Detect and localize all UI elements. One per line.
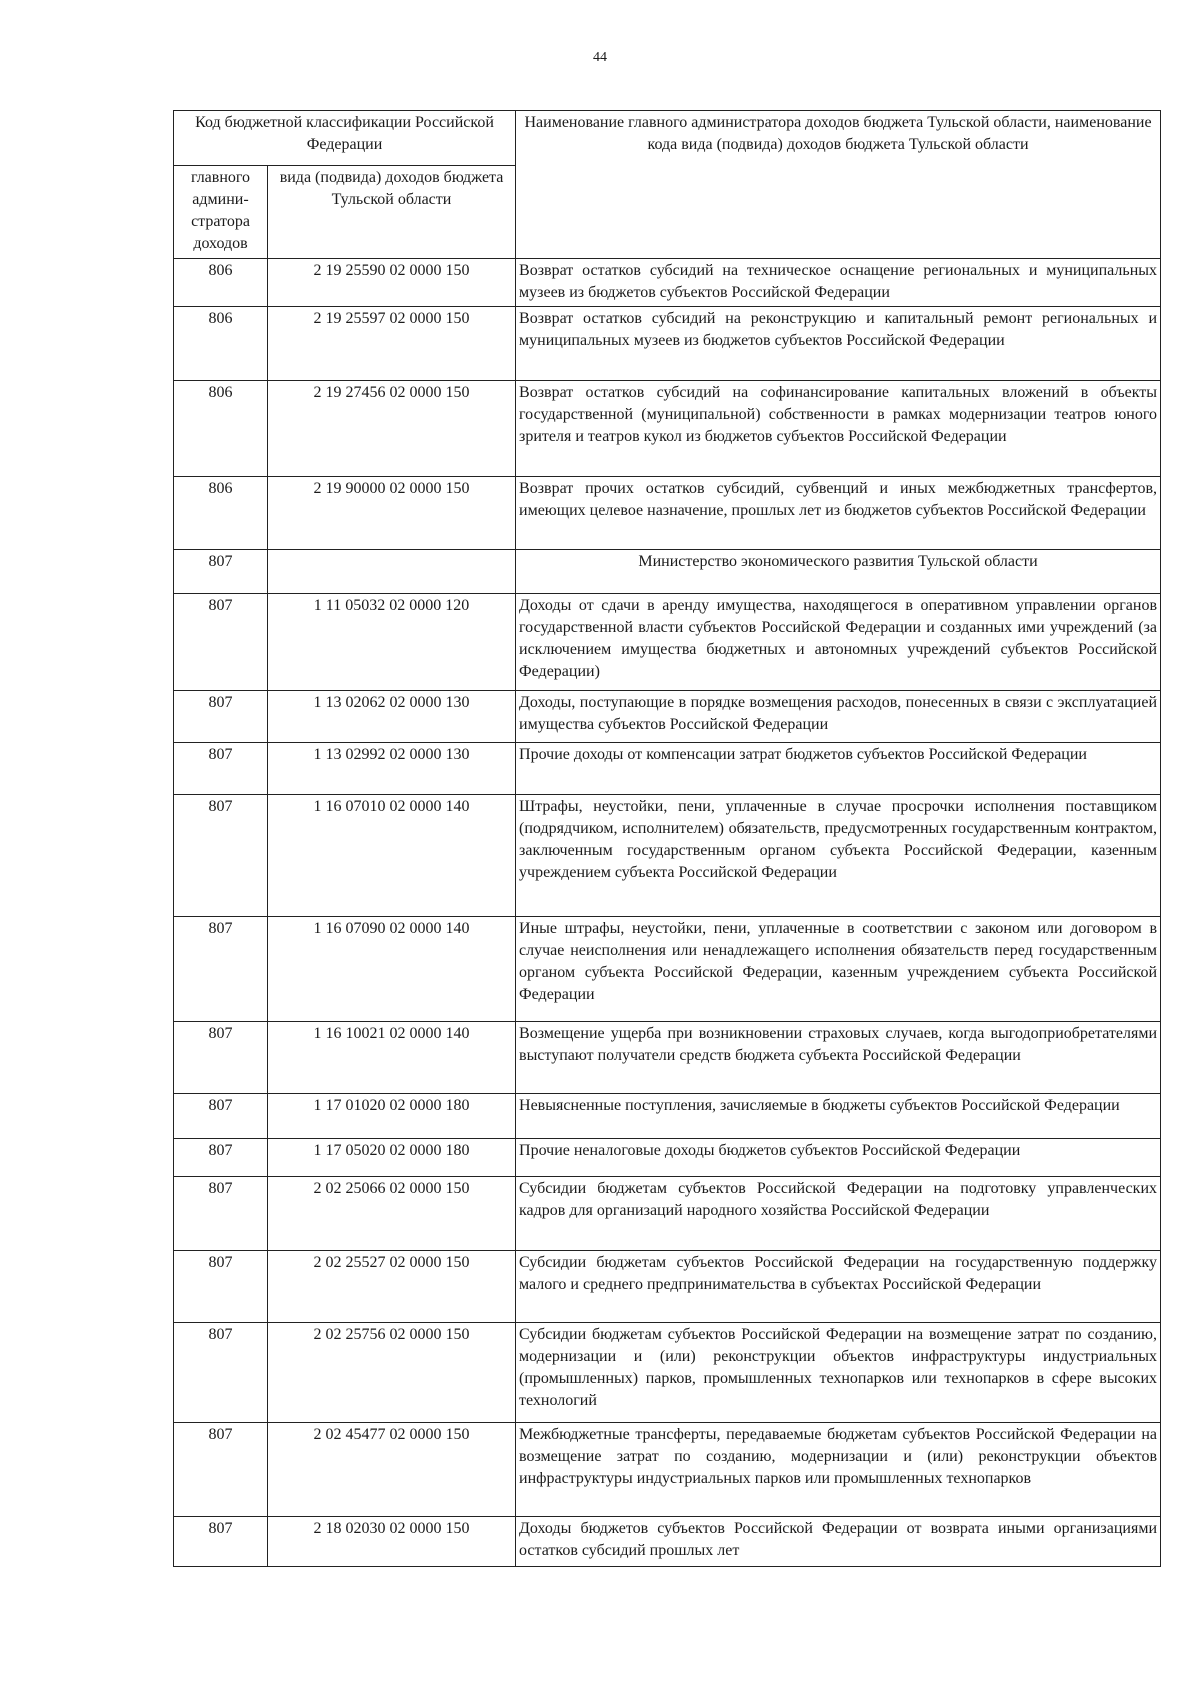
table-row [174,917,1161,1022]
admin-code-cell: 807 [174,795,268,917]
admin-code-cell: 807 [174,594,268,691]
table-row [174,691,1161,743]
table-row [174,1423,1161,1517]
income-name-cell: Возврат прочих остатков субсидий, субвенций и иных межбюджетных трансфертов, имеющих целевое назначение, прошлых лет из бюджетов субъектов Российской Федерации [516,477,1161,550]
table-row [174,1177,1161,1251]
income-name-cell: Субсидии бюджетам субъектов Российской Федерации на возмещение затрат по созданию, модернизации и (или) реконструкции объектов инфраструктуры индустриальных (промышленных) парков, промышленных технопарков или технопарков в сфере высоких технологий [516,1323,1161,1423]
income-code-cell: 1 13 02992 02 0000 130 [268,743,516,795]
table-row [174,477,1161,550]
header-admin-col: главного админи-стратора доходов [174,166,268,259]
table-row [174,381,1161,477]
table-body [174,259,1161,1567]
page-number: 44 [593,50,607,65]
income-code-cell: 2 02 25756 02 0000 150 [268,1323,516,1423]
header-name-group: Наименование главного администратора доходов бюджета Тульской области, наименование кода вида (подвида) доходов бюджета Тульской области [516,111,1161,259]
budget-classification-table [173,110,1161,1567]
admin-code-cell: 807 [174,1517,268,1567]
admin-code-cell: 807 [174,1323,268,1423]
admin-code-cell: 806 [174,477,268,550]
header-code-group: Код бюджетной классификации Российской Федерации [174,111,516,166]
admin-code-cell: 806 [174,259,268,307]
income-name-cell: Невыясненные поступления, зачисляемые в бюджеты субъектов Российской Федерации [516,1094,1161,1139]
income-name-cell: Штрафы, неустойки, пени, уплаченные в случае просрочки исполнения поставщиком (подрядчиком, исполнителем) обязательств, предусмотренных государственным контрактом, заключенным государственным органом субъекта Российской Федерации, казенным учреждением субъекта Российской Федерации [516,795,1161,917]
admin-code-cell: 806 [174,381,268,477]
income-code-cell: 1 17 01020 02 0000 180 [268,1094,516,1139]
income-code-cell: 1 16 10021 02 0000 140 [268,1022,516,1094]
admin-code-cell: 807 [174,1177,268,1251]
table-row [174,1022,1161,1094]
table-row [174,259,1161,307]
table-row [174,1139,1161,1177]
income-code-cell: 2 02 25527 02 0000 150 [268,1251,516,1323]
admin-code-cell: 807 [174,1139,268,1177]
income-code-cell: 1 16 07090 02 0000 140 [268,917,516,1022]
income-name-cell: Иные штрафы, неустойки, пени, уплаченные в соответствии с законом или договором в случае неисполнения или ненадлежащего исполнения обязательств перед государственным органом субъекта Российской Федерации, казенным учреждением субъекта Российской Федерации [516,917,1161,1022]
table-row [174,307,1161,381]
income-name-cell: Возврат остатков субсидий на техническое оснащение региональных и муниципальных музеев из бюджетов субъектов Российской Федерации [516,259,1161,307]
income-name-cell: Межбюджетные трансферты, передаваемые бюджетам субъектов Российской Федерации на возмещение затрат по созданию, модернизации и (или) реконструкции объектов инфраструктуры индустриальных парков или промышленных технопарков [516,1423,1161,1517]
table-row [174,594,1161,691]
table-row [174,743,1161,795]
table-row [174,1323,1161,1423]
table-row [174,795,1161,917]
admin-code-cell: 807 [174,1251,268,1323]
income-name-cell: Доходы от сдачи в аренду имущества, находящегося в оперативном управлении органов государственной власти субъектов Российской Федерации и созданных ими учреждений (за исключением имущества бюджетных и автономных учреждений субъектов Российской Федерации) [516,594,1161,691]
income-code-cell: 2 18 02030 02 0000 150 [268,1517,516,1567]
income-code-cell: 1 13 02062 02 0000 130 [268,691,516,743]
income-code-cell: 2 19 25597 02 0000 150 [268,307,516,381]
table-row [174,1094,1161,1139]
income-name-cell: Министерство экономического развития Тульской области [516,550,1161,594]
table-row [174,1517,1161,1567]
income-code-cell: 1 17 05020 02 0000 180 [268,1139,516,1177]
income-name-cell: Возврат остатков субсидий на софинансирование капитальных вложений в объекты государственной (муниципальной) собственности в рамках модернизации театров юного зрителя и театров кукол из бюджетов субъектов Российской Федерации [516,381,1161,477]
admin-code-cell: 806 [174,307,268,381]
income-name-cell: Возмещение ущерба при возникновении страховых случаев, когда выгодоприобретателями выступают получатели средств бюджета субъекта Российской Федерации [516,1022,1161,1094]
income-code-cell: 1 11 05032 02 0000 120 [268,594,516,691]
admin-code-cell: 807 [174,691,268,743]
income-name-cell: Доходы, поступающие в порядке возмещения расходов, понесенных в связи с эксплуатацией имущества субъектов Российской Федерации [516,691,1161,743]
table-row [174,1251,1161,1323]
table-row [174,550,1161,594]
admin-code-cell: 807 [174,917,268,1022]
income-name-cell: Прочие доходы от компенсации затрат бюджетов субъектов Российской Федерации [516,743,1161,795]
admin-code-cell: 807 [174,1022,268,1094]
income-code-cell: 2 19 90000 02 0000 150 [268,477,516,550]
admin-code-cell: 807 [174,1094,268,1139]
income-name-cell: Субсидии бюджетам субъектов Российской Федерации на государственную поддержку малого и среднего предпринимательства в субъектах Российской Федерации [516,1251,1161,1323]
header-code-col: вида (подвида) доходов бюджета Тульской области [268,166,516,259]
admin-code-cell: 807 [174,550,268,594]
income-name-cell: Субсидии бюджетам субъектов Российской Федерации на подготовку управленческих кадров для организаций народного хозяйства Российской Федерации [516,1177,1161,1251]
income-name-cell: Прочие неналоговые доходы бюджетов субъектов Российской Федерации [516,1139,1161,1177]
income-code-cell: 2 02 25066 02 0000 150 [268,1177,516,1251]
income-name-cell: Возврат остатков субсидий на реконструкцию и капитальный ремонт региональных и муниципальных музеев из бюджетов субъектов Российской Федерации [516,307,1161,381]
income-code-cell: 2 19 27456 02 0000 150 [268,381,516,477]
income-code-cell: 1 16 07010 02 0000 140 [268,795,516,917]
income-code-cell [268,550,516,594]
admin-code-cell: 807 [174,743,268,795]
income-code-cell: 2 02 45477 02 0000 150 [268,1423,516,1517]
income-name-cell: Доходы бюджетов субъектов Российской Федерации от возврата иными организациями остатков субсидий прошлых лет [516,1517,1161,1567]
admin-code-cell: 807 [174,1423,268,1517]
income-code-cell: 2 19 25590 02 0000 150 [268,259,516,307]
